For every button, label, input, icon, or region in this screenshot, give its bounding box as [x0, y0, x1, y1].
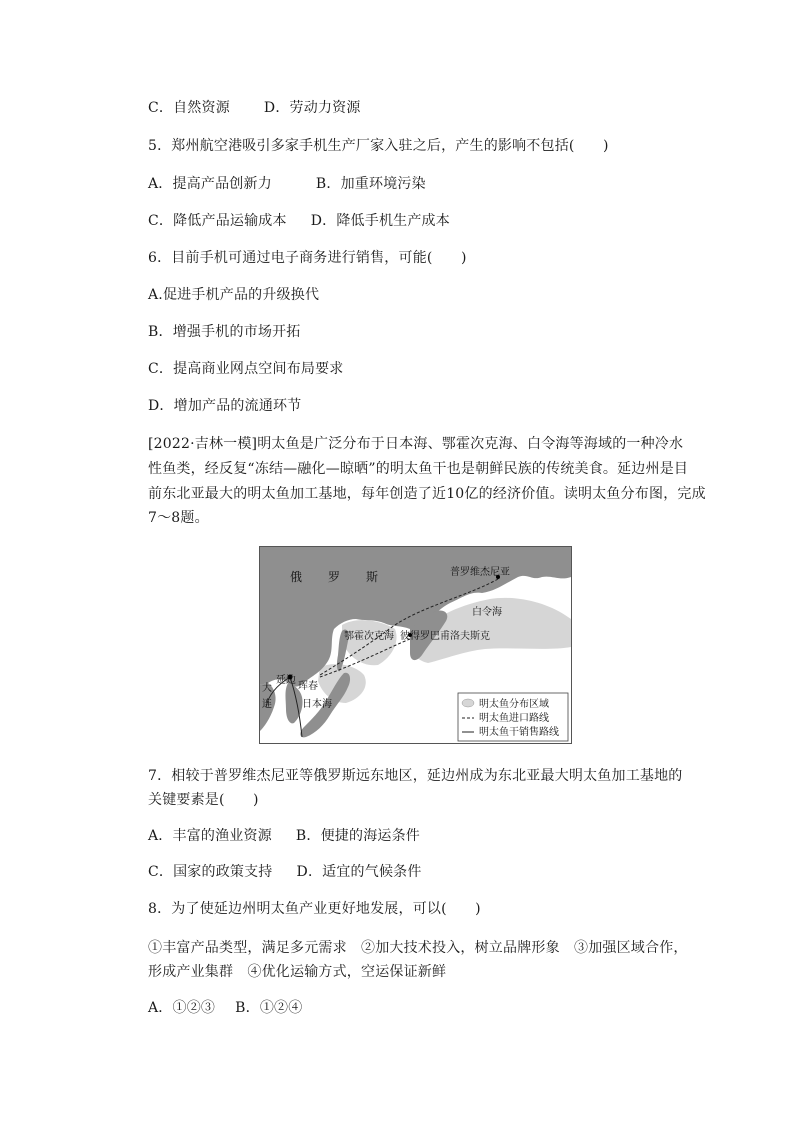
- q8-opts-line-2: 形成产业集群 ④优化运输方式，空运保证新鲜: [148, 964, 447, 980]
- legend-import-label: 明太鱼进口路线: [479, 713, 549, 724]
- q7-option-a: A．丰富的渔业资源: [148, 828, 272, 844]
- label-russia-2: 罗: [328, 570, 341, 584]
- label-petropavlovsk: 彼得罗巴甫洛夫斯克: [400, 631, 490, 642]
- q5-option-b: B．加重环境污染: [315, 176, 426, 192]
- label-primorye: 普罗维杰尼亚: [450, 567, 510, 578]
- q5-stem: 5．郑州航空港吸引多家手机生产厂家入驻之后，产生的影响不包括( ): [148, 138, 609, 154]
- q5-options-ab-row: [148, 174, 426, 194]
- label-dalian-2: 连: [262, 699, 272, 710]
- q5-option-c: C．降低产品运输成本: [148, 213, 287, 229]
- q7-options-cd-row: [148, 862, 422, 882]
- q5-option-a: A．提高产品创新力: [148, 176, 272, 192]
- label-russia-3: 斯: [366, 570, 379, 584]
- q7-stem-line-2: 关键要素是( ): [148, 792, 259, 808]
- q6-option-d: D．增加产品的流通环节: [148, 398, 302, 414]
- passage-line-2: 性鱼类，经反复“冻结—融化—晾晒”的明太鱼干也是朝鲜民族的传统美食。延边州是目: [148, 461, 689, 477]
- q8-option-a: A．①②③: [148, 1000, 216, 1016]
- q5-option-d: D．降低手机生产成本: [310, 213, 450, 229]
- map-svg: [260, 547, 571, 743]
- label-bering: 白令海: [472, 607, 502, 618]
- pollock-distribution-map: [259, 546, 572, 744]
- label-yanbian: 延边: [276, 675, 296, 686]
- map-legend: [458, 693, 568, 741]
- legend-sales-label: 明太鱼干销售路线: [479, 727, 559, 738]
- passage-line-3: 前东北亚最大的明太鱼加工基地，每年创造了近10亿的经济价值。读明太鱼分布图，完成: [148, 486, 706, 502]
- label-russia-1: 俄: [290, 570, 303, 584]
- q7-options-ab-row: [148, 826, 420, 846]
- label-okhotsk: 鄂霍次克海: [344, 631, 394, 642]
- q7-stem-line-1: 7．相较于普罗维杰尼亚等俄罗斯远东地区，延边州成为东北亚最大明太鱼加工基地的: [148, 768, 683, 784]
- q8-opts-line-1: ①丰富产品类型，满足多元需求 ②加大技术投入，树立品牌形象 ③加强区域合作，: [148, 940, 688, 956]
- passage-line-4: 7～8题。: [148, 510, 209, 526]
- label-dalian-1: 大: [262, 683, 272, 694]
- q6-stem: 6．目前手机可通过电子商务进行销售，可能( ): [148, 250, 467, 266]
- q4-options-cd-row: [148, 98, 361, 118]
- q8-options-ab-row: [148, 998, 302, 1018]
- passage-line-1: [2022·吉林一模]明太鱼是广泛分布于日本海、鄂霍次克海、白令海等海域的一种冷水: [148, 436, 684, 452]
- q6-option-a: A.促进手机产品的升级换代: [148, 287, 320, 303]
- q7-option-c: C．国家的政策支持: [148, 864, 273, 880]
- q4-option-d: D．劳动力资源: [263, 100, 361, 116]
- q8-stem: 8．为了使延边州明太鱼产业更好地发展，可以( ): [148, 901, 481, 917]
- q7-option-b: B．便捷的海运条件: [295, 828, 421, 844]
- q8-option-b: B．①②④: [235, 1000, 303, 1016]
- legend-distribution-swatch: [462, 699, 474, 707]
- label-hunchun: 珲春: [298, 681, 318, 692]
- label-japan-sea: 日本海: [302, 699, 332, 710]
- q4-option-c: C．自然资源: [148, 100, 230, 116]
- q6-option-c: C．提高商业网点空间布局要求: [148, 361, 344, 377]
- legend-distribution-label: 明太鱼分布区域: [479, 699, 549, 710]
- q6-option-b: B．增强手机的市场开拓: [148, 324, 301, 340]
- q7-option-d: D．适宜的气候条件: [296, 864, 422, 880]
- q5-options-cd-row: [148, 211, 450, 231]
